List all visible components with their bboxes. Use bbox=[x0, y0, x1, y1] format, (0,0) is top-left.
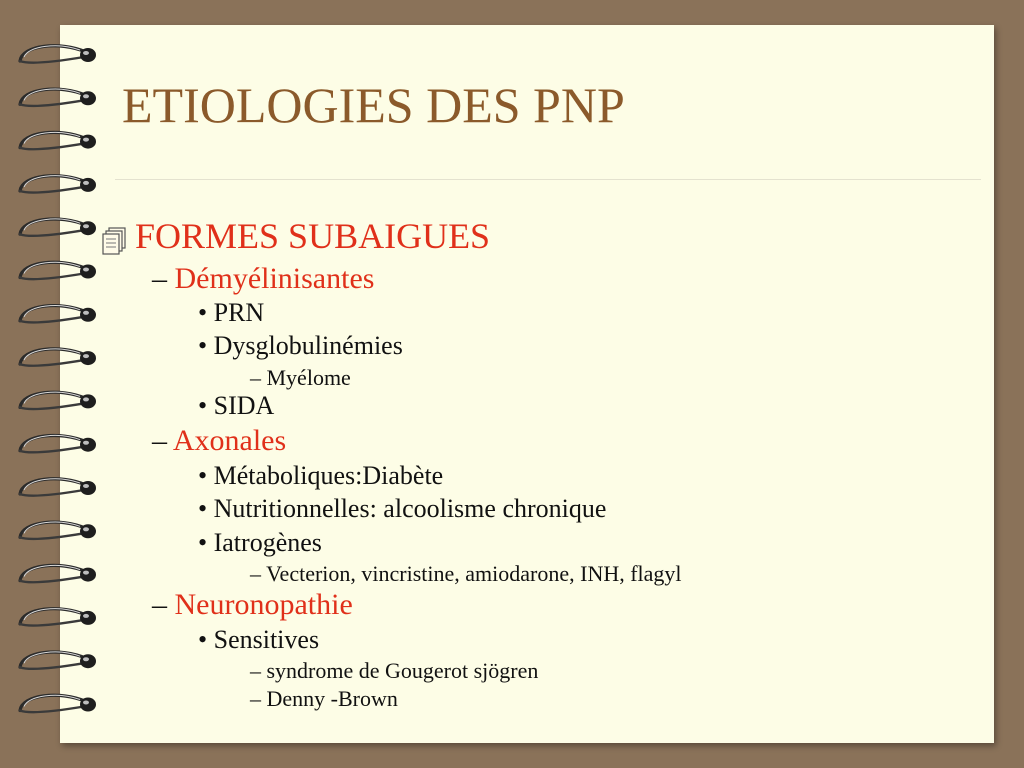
list-item: • PRN bbox=[198, 298, 265, 327]
list-item: • Nutritionnelles: alcoolisme chronique bbox=[198, 494, 607, 523]
list-item: • Sensitives bbox=[198, 625, 320, 654]
sub-item: – Vecterion, vincristine, amiodarone, INH, flagyl bbox=[250, 561, 682, 586]
binding-ring bbox=[20, 609, 96, 626]
binding-ring bbox=[20, 89, 96, 106]
binding-ring bbox=[20, 392, 96, 409]
section-heading: – Démyélinisantes bbox=[152, 262, 375, 295]
section-heading: – Neuronopathie bbox=[152, 588, 353, 621]
spiral-binding bbox=[0, 0, 110, 768]
binding-ring bbox=[20, 176, 96, 193]
binding-ring bbox=[20, 349, 96, 366]
main-heading: FORMES SUBAIGUES bbox=[135, 216, 491, 256]
section-label: Démyélinisantes bbox=[174, 262, 375, 295]
slide-title: ETIOLOGIES DES PNP bbox=[122, 77, 625, 133]
list-item: • Iatrogènes bbox=[198, 528, 322, 557]
binding-ring bbox=[20, 46, 96, 63]
binding-ring bbox=[20, 695, 96, 712]
sub-item: – syndrome de Gougerot sjögren bbox=[250, 658, 539, 683]
notebook-bullet-icon bbox=[100, 225, 132, 259]
binding-ring bbox=[20, 262, 96, 279]
sub-item: – Denny -Brown bbox=[250, 686, 398, 711]
binding-ring bbox=[20, 522, 96, 539]
list-item: • SIDA bbox=[198, 391, 275, 420]
binding-ring bbox=[20, 306, 96, 323]
section-heading: – Axonales bbox=[152, 424, 287, 457]
title-divider bbox=[115, 179, 981, 180]
list-item: • Métaboliques:Diabète bbox=[198, 461, 444, 490]
binding-ring bbox=[20, 652, 96, 669]
section-label: Neuronopathie bbox=[174, 588, 353, 621]
binding-ring bbox=[20, 565, 96, 582]
binding-ring bbox=[20, 479, 96, 496]
binding-ring bbox=[20, 132, 96, 149]
binding-ring bbox=[20, 435, 96, 452]
list-item: • Dysglobulinémies bbox=[198, 331, 403, 360]
binding-ring bbox=[20, 219, 96, 236]
section-label: Axonales bbox=[172, 424, 287, 457]
sub-item: – Myélome bbox=[250, 365, 351, 390]
